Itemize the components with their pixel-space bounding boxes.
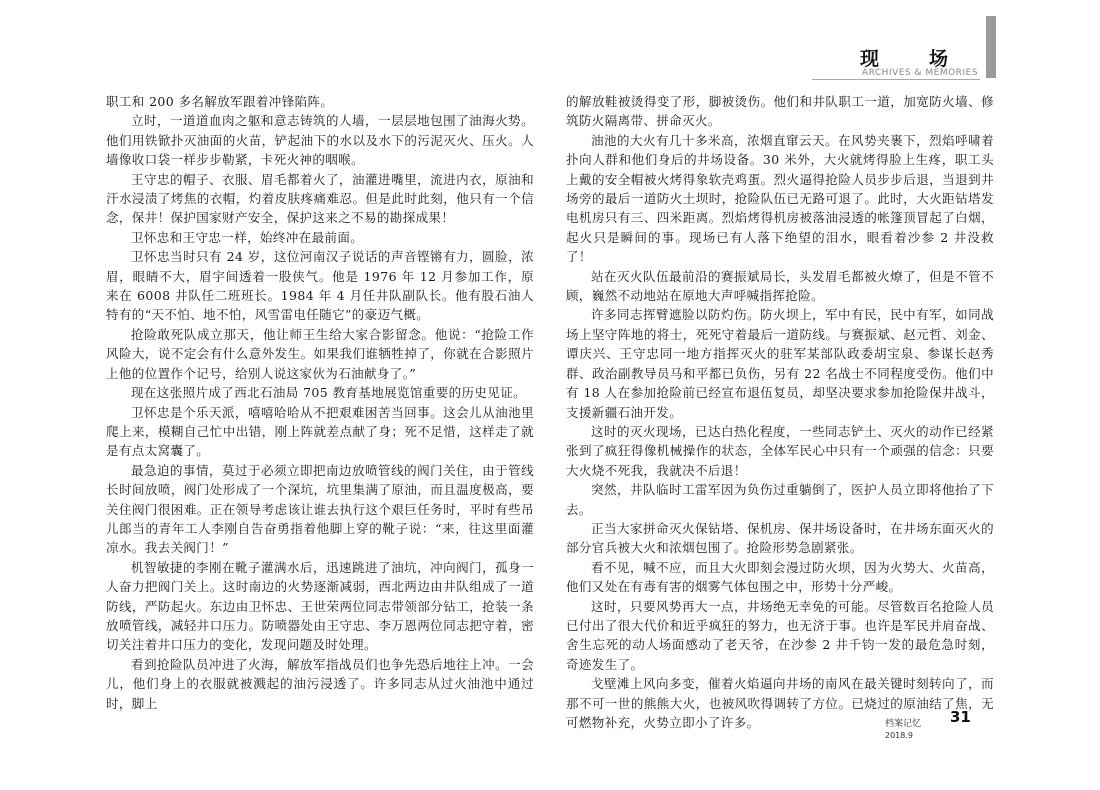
paragraph: 立时，一道道血肉之躯和意志铸筑的人墙，一层层地包围了油海火势。他们用铁锨扑灭油面的火苗，铲起油下的水以及水下的污泥灭火、压火。人墙像收口袋一样步步勒紧，卡死火神的咽喉。 [106, 113, 534, 168]
paragraph: 现在这张照片成了西北石油局 705 教育基地展览馆重要的历史见证。 [131, 385, 527, 401]
paragraph: 王守忠的帽子、衣服、眉毛都着火了，油灌进嘴里，流进内衣，原油和汗水浸渍了烤焦的衣帽，灼着皮肤疼痛难忍。但是此时此刻，他只有一个信念，保井！保护国家财产安全，保护这来之不易的勘探成果！ [106, 171, 534, 226]
paragraph: 正当大家拼命灭火保钻塔、保机房、保井场设备时，在井场东面灭火的部分官兵被大火和浓烟包围了。抢险形势急剧紧张。 [566, 520, 994, 556]
paragraph: 油池的大火有几十多米高，浓烟直窜云天。在风势夹裹下，烈焰呼啸着扑向人群和他们身后的井场设备。30 米外，大火就烤得脸上生疼，职工头上戴的安全帽被火烤得象软壳鸡蛋。烈火逼得抢险人员步步后退，当退到井场旁的最后一道防火土坝时，抢险队伍已无路可退了。此时，大火距钻塔发电机房只有三、四米距离。烈焰烤得机房被落油浸透的帐篷顶冒起了白烟，起火只是瞬间的事。现场已有人落下绝望的泪水，眼看着沙参 2 井没救了！ [566, 132, 994, 265]
paragraph: 职工和 200 多名解放军跟着冲锋陷阵。 [106, 94, 334, 109]
paragraph: 突然，井队临时工雷军因为负伤过重躺倒了，医护人员立即将他抬了下去。 [566, 482, 994, 517]
paragraph: 许多同志挥臂遮脸以防灼伤。防火坝上，军中有民，民中有军，如同战场上坚守阵地的将士，死死守着最后一道防线。与赛振斌、赵元哲、刘金、谭庆兴、王守忠同一地方指挥灭火的驻军某部队政委胡宝泉、参谋长赵秀群、政治副教导员马和平都已负伤，另有 22 名战士不同程度受伤。他们中有 18 人在参加抢险前已经宣布退伍复员，却坚决要求参加抢险保井战斗，支援新疆石油开发。 [566, 307, 994, 420]
left-column [106, 92, 534, 713]
paragraph: 卫怀忠是个乐天派，嘻嘻哈哈从不把艰难困苦当回事。这会儿从油池里爬上来，模糊自己忙中出错，刚上阵就差点献了身；死不足惜，这样走了就是有点太窝囊了。 [106, 404, 534, 459]
paragraph: 戈壁滩上风向多变，催着火焰逼向井场的南风在最关键时刻转向了，而那不可一世的熊熊大火，也被风吹得调转了方位。已烧过的原油结了焦，无可燃物补充，火势立即小了许多。 [566, 676, 994, 730]
section-title-char-2: 场 [928, 48, 950, 70]
section-title-char-1: 现 [859, 48, 881, 70]
page-number: 31 [950, 708, 971, 726]
paragraph: 抢险敢死队成立那天，他让师王生给大家合影留念。他说：“抢险工作风险大，说不定会有什么意外发生。如果我们谁牺牲掉了，你就在合影照片上他的位置作个记号，给别人说这家伙为石油献身了。” [106, 326, 534, 381]
paragraph: 卫怀忠当时只有 24 岁，这位河南汉子说话的声音铿锵有力，圆脸，浓眉，眼睛不大，眉宇间透着一股侠气。他是 1976 年 12 月参加工作，原来在 6008 井队任二班班长。1984 年 4 月任井队副队长。他有股石油人特有的“天不怕、地不怕，风雪雷电任随它”的豪迈气概。 [106, 249, 534, 323]
header-rule [812, 79, 980, 80]
paragraph: 的解放鞋被烫得变了形，脚被烫伤。他们和井队职工一道，加宽防火墙、修筑防火隔离带、拼命灭火。 [566, 94, 994, 129]
section-subtitle: ARCHIVES & MEMORIES [861, 68, 978, 78]
paragraph: 这时，只要风势再大一点，井场绝无幸免的可能。尽管数百名抢险人员已付出了很大代价和近乎疯狂的努力，也无济于事。也许是军民并肩奋战、舍生忘死的动人场面感动了老天爷，在沙参 2 井千钧一发的最危急时刻，奇迹发生了。 [566, 598, 994, 672]
paragraph: 站在灭火队伍最前沿的赛振斌局长，头发眉毛都被火燎了，但是不管不顾，巍然不动地站在原地大声呼喊指挥抢险。 [566, 268, 994, 304]
side-tab-marker [986, 16, 996, 78]
paragraph: 卫怀忠和王守忠一样，始终冲在最前面。 [131, 229, 364, 245]
magazine-name: 档案记忆 [885, 719, 922, 729]
paragraph: 这时的灭火现场，已达白热化程度，一些同志铲土、灭火的动作已经紧张到了疯狂得像机械操作的状态，全体军民心中只有一个顽强的信念：只要大火烧不死我，我就决不后退！ [566, 423, 994, 478]
section-title [860, 44, 950, 71]
paragraph: 看不见，喊不应，而且大火即刻会漫过防火坝，因为火势大、火苗高，他们又处在有毒有害的烟雾气体包围之中，形势十分严峻。 [566, 559, 994, 595]
issue-date: 2018.9 [885, 731, 913, 740]
paragraph: 机智敏捷的李刚在靴子灌满水后，迅速跳进了油坑，冲向阀门，孤身一人奋力把阀门关上。这时南边的火势逐渐减弱，西北两边由井队组成了一道防线，严防起火。东边由卫怀忠、王世荣两位同志带领部分钻工，抢装一条放喷管线，减轻井口压力。防喷器处由王守忠、李万恩两位同志把守着，密切关注着井口压力的变化，发现问题及时处理。 [106, 559, 534, 653]
paragraph: 看到抢险队员冲进了火海，解放军指战员们也争先恐后地往上冲。一会儿，他们身上的衣服就被溅起的油污浸透了。许多同志从过火油池中通过时，脚上 [106, 656, 534, 711]
right-column [566, 92, 994, 732]
paragraph: 最急迫的事情，莫过于必须立即把南边放喷管线的阀门关住，由于管线长时间放喷，阀门处形成了一个深坑，坑里集满了原油，而且温度极高，要关住阀门很困难。正在领导考虑该让谁去执行这个艰巨任务时，平时有些吊儿郎当的青年工人李刚自告奋勇指着他脚上穿的靴子说：“来，往这里面灌凉水。我去关阀门！” [106, 462, 534, 556]
